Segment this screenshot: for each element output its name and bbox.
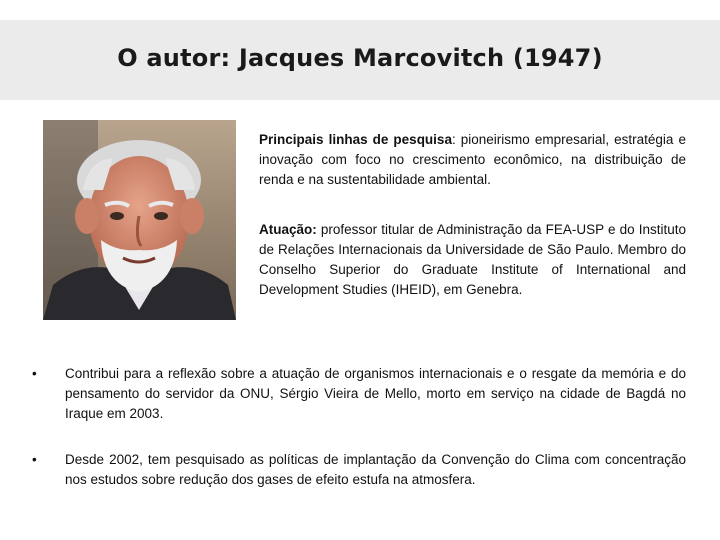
bullet-text: Contribui para a reflexão sobre a atuação de organismos internacionais e o resgate da memória e do pensamento do servidor da ONU, Sérgio Vieira de Mello, morto em serviço na cidade de Bagdá no Iraque em 2003. <box>65 366 686 421</box>
slide-title: O autor: Jacques Marcovitch (1947) <box>117 44 603 72</box>
list-item <box>30 364 686 424</box>
portrait-photo-icon <box>43 120 236 320</box>
bullet-text: Desde 2002, tem pesquisado as políticas de implantação da Convenção do Clima com concentração nos estudos sobre redução dos gases de efeito estufa na atmosfera. <box>65 452 686 487</box>
bullet-list <box>30 364 686 516</box>
research-lines-text: : pioneirismo empresarial, estratégia e inovação com foco no crescimento econômico, na distribuição de renda e na sustentabilidade ambiental. <box>259 132 686 187</box>
author-photo <box>43 120 236 320</box>
bullet-marker: • <box>32 366 37 381</box>
bullet-marker: • <box>32 452 37 467</box>
role-paragraph <box>259 220 686 300</box>
role-text: professor titular de Administração da FEA-USP e do Instituto de Relações Internacionais da Universidade de São Paulo. Membro do Conselho Superior do Graduate Institute of International and Development Studies (IHEID), em Genebra. <box>259 222 686 297</box>
role-label: Atuação: <box>259 222 317 237</box>
research-lines-paragraph <box>259 130 686 190</box>
research-lines-label: Principais linhas de pesquisa <box>259 132 452 147</box>
list-item <box>30 450 686 490</box>
